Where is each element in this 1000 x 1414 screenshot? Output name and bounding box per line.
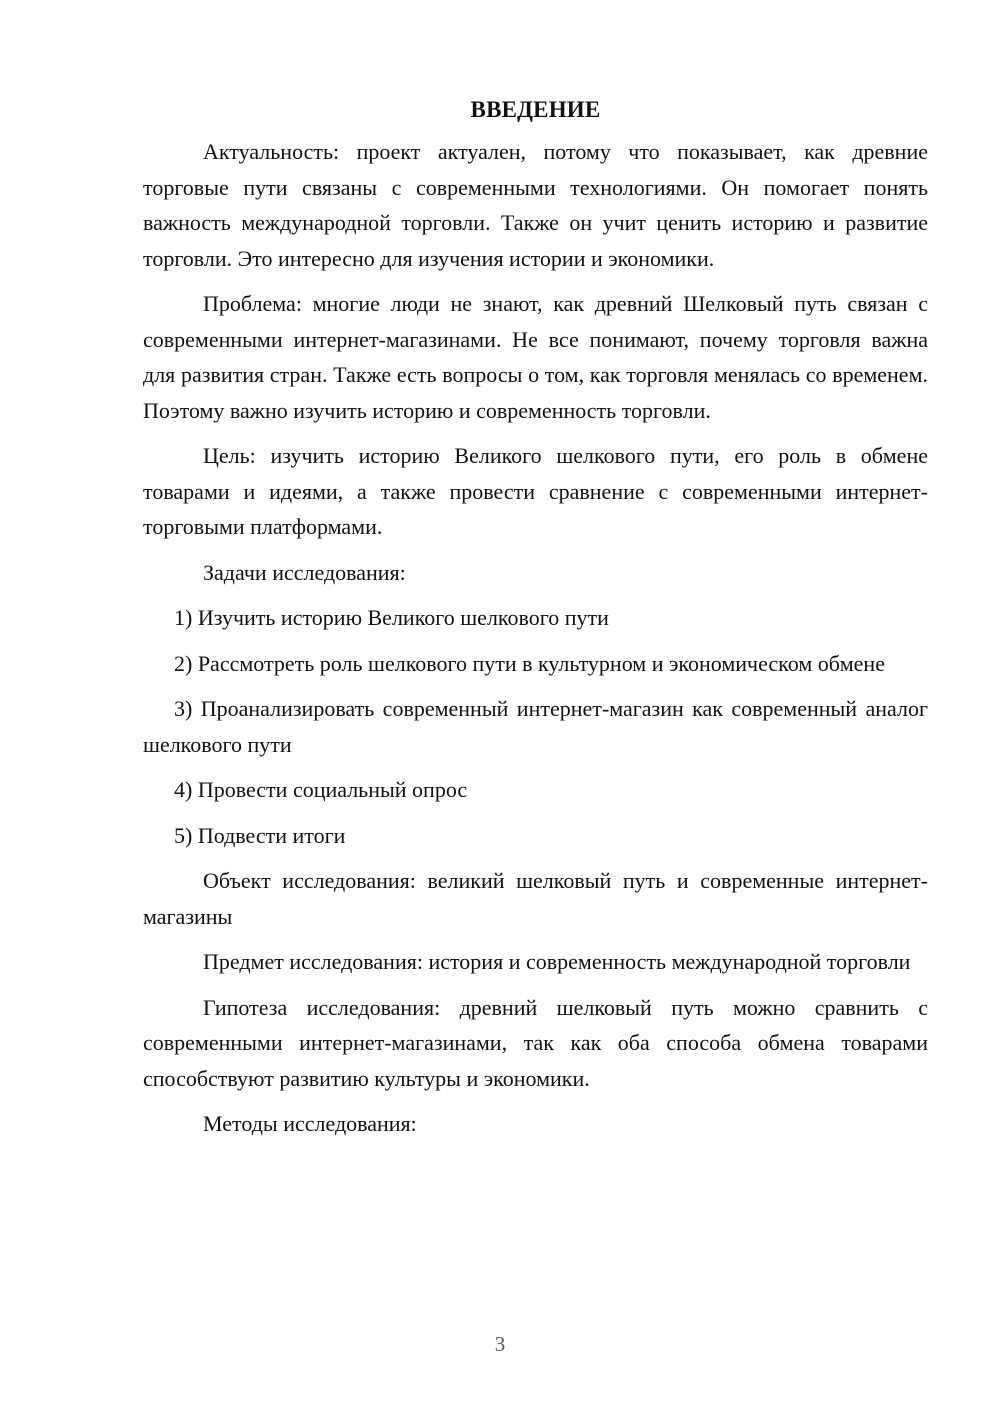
document-page xyxy=(143,92,928,1152)
subject-paragraph: Предмет исследования: история и современность международной торговли xyxy=(203,949,911,974)
goal-paragraph: Цель: изучить историю Великого шелкового пути, его роль в обмене товарами и идеями, а также провести сравнение с современными интернет-торговыми платформами. xyxy=(143,443,928,539)
relevance-paragraph: Актуальность: проект актуален, потому что показывает, как древние торговые пути связаны с современными технологиями. Он помогает понять важность международной торговли. Также он учит ценить историю и развитие торговли. Это интересно для изучения истории и экономики. xyxy=(143,139,928,271)
task-item-3: 3) Проанализировать современный интернет-магазин как современный аналог шелкового пути xyxy=(143,696,928,757)
page-number: 3 xyxy=(494,1332,506,1356)
problem-paragraph: Проблема: многие люди не знают, как древний Шелковый путь связан с современными интернет-магазинами. Не все понимают, почему торговля важна для развития стран. Также есть вопросы о том, как торговля менялась со временем. Поэтому важно изучить историю и современность торговли. xyxy=(143,291,928,423)
methods-heading: Методы исследования: xyxy=(203,1111,417,1136)
task-item-1: 1) Изучить историю Великого шелкового пути xyxy=(174,605,609,630)
object-paragraph: Объект исследования: великий шелковый путь и современные интернет-магазины xyxy=(143,868,928,929)
section-title: ВВЕДЕНИЕ xyxy=(470,97,601,122)
task-item-5: 5) Подвести итоги xyxy=(174,822,346,848)
task-item-2: 2) Рассмотреть роль шелкового пути в культурном и экономическом обмене xyxy=(174,650,885,676)
tasks-heading: Задачи исследования: xyxy=(203,559,406,585)
hypothesis-paragraph: Гипотеза исследования: древний шелковый путь можно сравнить с современными интернет-магазинами, так как оба способа обмена товарами способствуют развитию культуры и экономики. xyxy=(143,994,928,1091)
task-item-4: 4) Провести социальный опрос xyxy=(174,777,468,802)
